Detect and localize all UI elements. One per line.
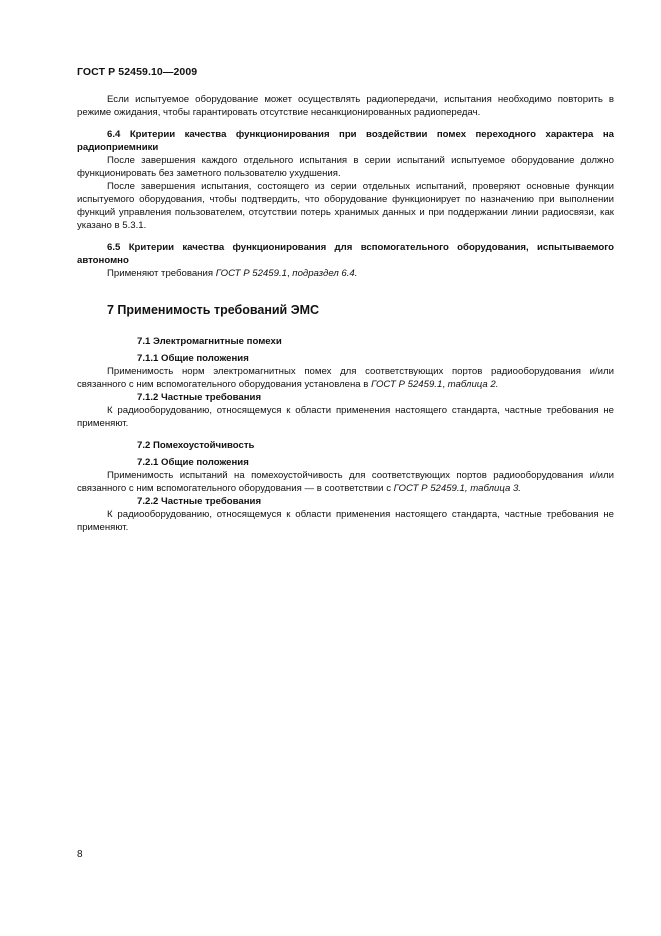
section-7-1-2-heading: 7.1.2 Частные требования	[137, 392, 262, 403]
document-code-header: ГОСТ Р 52459.10—2009	[77, 66, 198, 78]
section-6-5-heading: 6.5 Критерии качества функционирования для вспомогательного оборудования, испытываемого автономно	[77, 242, 614, 266]
section-6-4-paragraph-2: После завершения испытания, состоящего из серии отдельных испытаний, проверяют основные функции испытуемого оборудования, чтобы подтвердить, что оборудование функционирует по назначению при выполнении функций управления пользователем, отсутствии потерь хранимых данных и при поддержании линии радиосвязи, как указано в 5.3.1.	[77, 181, 614, 231]
section-7-1-1-reference: ГОСТ Р 52459.1	[371, 379, 443, 390]
section-7-1-heading: 7.1 Электромагнитные помехи	[137, 336, 282, 347]
section-6-5-separator: ,	[286, 268, 293, 279]
intro-paragraph: Если испытуемое оборудование может осуществлять радиопередачи, испытания необходимо повторить в режиме ожидания, чтобы гарантировать отсутствие несанкционированных радиопередач.	[77, 94, 614, 118]
section-7-2-1-text: Применимость испытаний на помехоустойчивость для соответствующих портов радиооборудования и/или связанного с ним вспомогательного оборудования — в соответствии с	[77, 470, 614, 494]
section-7-2-heading: 7.2 Помехоустойчивость	[137, 440, 255, 451]
section-6-5-reference: ГОСТ Р 52459.1	[215, 268, 287, 279]
section-7-2-1-paragraph	[77, 469, 614, 495]
section-6-4-heading: 6.4 Критерии качества функционирования при воздействии помех переходного характера на радиоприемники	[77, 129, 614, 153]
section-7-2-2-paragraph: К радиооборудованию, относящемуся к области применения настоящего стандарта, частные требования не применяют.	[77, 509, 614, 533]
section-7-1-1-separator: ,	[442, 379, 448, 390]
section-7-1-1-heading: 7.1.1 Общие положения	[137, 353, 249, 364]
section-6-5-text: Применяют требования	[107, 268, 216, 279]
section-7-1-1-paragraph	[77, 365, 614, 391]
section-7-1-1-text: Применимость норм электромагнитных помех для соответствующих портов радиооборудования и/или связанного с ним вспомогательного оборудования установлена в	[77, 366, 614, 390]
section-6-5-paragraph	[77, 267, 614, 280]
section-7-1-2-paragraph: К радиооборудованию, относящемуся к области применения настоящего стандарта, частные требования не применяют.	[77, 405, 614, 429]
section-7-title: 7 Применимость требований ЭМС	[107, 303, 320, 317]
section-7-2-1-heading: 7.2.1 Общие положения	[137, 457, 249, 468]
section-6-5-reference-subsection: подраздел 6.4.	[292, 268, 358, 279]
section-7-1-1-reference-table: таблица 2.	[447, 379, 499, 390]
section-6-4-paragraph-1: После завершения каждого отдельного испытания в серии испытаний испытуемое оборудование должно функционировать без заметного пользователю ухудшения.	[77, 155, 614, 179]
page-number: 8	[77, 849, 83, 860]
document-body	[77, 93, 614, 534]
section-7-2-1-reference: ГОСТ Р 52459.1, таблица 3.	[393, 483, 521, 494]
section-7-2-2-heading: 7.2.2 Частные требования	[137, 496, 262, 507]
